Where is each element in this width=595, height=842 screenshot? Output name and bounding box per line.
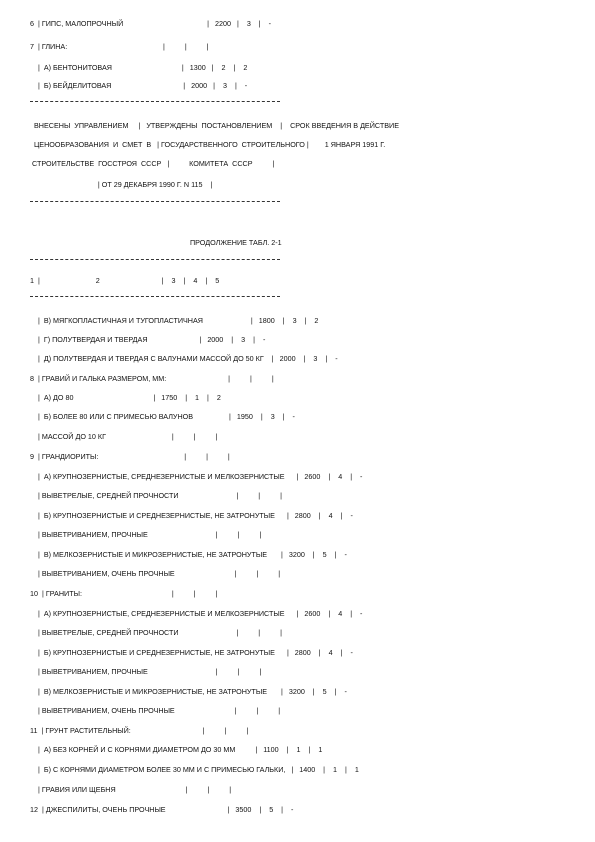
table-row: 6 | ГИПС, МАЛОПРОЧНЫЙ | 2200 | 3 | - (30, 19, 272, 28)
approval-line: | ОТ 29 ДЕКАБРЯ 1990 Г. N 115 | (30, 180, 213, 189)
table-row: | А) ДО 80 | 1750 | 1 | 2 (30, 393, 221, 402)
table-row: | Д) ПОЛУТВЕРДАЯ И ТВЕРДАЯ С ВАЛУНАМИ МАССОЙ ДО 50 КГ | 2000 | 3 | - (30, 354, 338, 363)
dashed-rule (30, 101, 280, 102)
table-row: 9 | ГРАНДИОРИТЫ: | | | (30, 452, 230, 461)
dashed-rule (30, 201, 280, 202)
table-row: 8 | ГРАВИЙ И ГАЛЬКА РАЗМЕРОМ, ММ: | | | (30, 374, 274, 383)
table-row: 10 | ГРАНИТЫ: | | | (30, 589, 218, 598)
approval-line: ЦЕНООБРАЗОВАНИЯ И СМЕТ В | ГОСУДАРСТВЕННОГО СТРОИТЕЛЬНОГО | 1 ЯНВАРЯ 1991 Г. (30, 140, 386, 149)
table-row: | МАССОЙ ДО 10 КГ | | | (30, 432, 218, 441)
approval-line: СТРОИТЕЛЬСТВЕ ГОССТРОЯ СССР | КОМИТЕТА СССР | (30, 159, 275, 168)
dashed-rule (30, 259, 280, 260)
table-row: | ВЫВЕТРИВАНИЕМ, ПРОЧНЫЕ | | | (30, 530, 262, 539)
table-row: | В) МЕЛКОЗЕРНИСТЫЕ И МИКРОЗЕРНИСТЫЕ, НЕ ЗАТРОНУТЫЕ | 3200 | 5 | - (30, 550, 347, 559)
table-row: | ГРАВИЯ ИЛИ ЩЕБНЯ | | | (30, 785, 232, 794)
table-row: | ВЫВЕТРИВАНИЕМ, ПРОЧНЫЕ | | | (30, 667, 262, 676)
table-row: | Г) ПОЛУТВЕРДАЯ И ТВЕРДАЯ | 2000 | 3 | - (30, 335, 266, 344)
table-row: | ВЫВЕТРИВАНИЕМ, ОЧЕНЬ ПРОЧНЫЕ | | | (30, 569, 281, 578)
table-row: | В) МЯГКОПЛАСТИЧНАЯ И ТУГОПЛАСТИЧНАЯ | 1800 | 3 | 2 (30, 316, 319, 325)
table-row: | А) КРУПНОЗЕРНИСТЫЕ, СРЕДНЕЗЕРНИСТЫЕ И МЕЛКОЗЕРНИСТЫЕ | 2600 | 4 | - (30, 472, 363, 481)
table-row: | А) БЕЗ КОРНЕЙ И С КОРНЯМИ ДИАМЕТРОМ ДО 30 ММ | 1100 | 1 | 1 (30, 745, 323, 754)
table-row: | ВЫВЕТРЕЛЫЕ, СРЕДНЕЙ ПРОЧНОСТИ | | | (30, 628, 283, 637)
table-row: | А) БЕНТОНИТОВАЯ | 1300 | 2 | 2 (30, 63, 248, 72)
table-row: | Б) С КОРНЯМИ ДИАМЕТРОМ БОЛЕЕ 30 ММ И С ПРИМЕСЬЮ ГАЛЬКИ, | 1400 | 1 | 1 (30, 765, 359, 774)
dashed-rule (30, 296, 280, 297)
table-row: | Б) БОЛЕЕ 80 ИЛИ С ПРИМЕСЬЮ ВАЛУНОВ | 1950 | 3 | - (30, 412, 295, 421)
table-row: 7 | ГЛИНА: | | | (30, 42, 209, 51)
table-row: | Б) КРУПНОЗЕРНИСТЫЕ И СРЕДНЕЗЕРНИСТЫЕ, НЕ ЗАТРОНУТЫЕ | 2800 | 4 | - (30, 648, 353, 657)
table-row: 12 | ДЖЕСПИЛИТЫ, ОЧЕНЬ ПРОЧНЫЕ | 3500 | 5 | - (30, 805, 294, 814)
table-row: | ВЫВЕТРИВАНИЕМ, ОЧЕНЬ ПРОЧНЫЕ | | | (30, 706, 281, 715)
table-row: | Б) КРУПНОЗЕРНИСТЫЕ И СРЕДНЕЗЕРНИСТЫЕ, НЕ ЗАТРОНУТЫЕ | 2800 | 4 | - (30, 511, 353, 520)
table-row: 11 | ГРУНТ РАСТИТЕЛЬНЫЙ: | | | (30, 726, 249, 735)
section-title: ПРОДОЛЖЕНИЕ ТАБЛ. 2-1 (190, 238, 282, 247)
table-row: | Б) БЕЙДЕЛИТОВАЯ | 2000 | 3 | - (30, 81, 248, 90)
table-row: | А) КРУПНОЗЕРНИСТЫЕ, СРЕДНЕЗЕРНИСТЫЕ И МЕЛКОЗЕРНИСТЫЕ | 2600 | 4 | - (30, 609, 363, 618)
table-row: | ВЫВЕТРЕЛЫЕ, СРЕДНЕЙ ПРОЧНОСТИ | | | (30, 491, 283, 500)
table-header-row: 1 | 2 | 3 | 4 | 5 (30, 276, 220, 285)
table-row: | В) МЕЛКОЗЕРНИСТЫЕ И МИКРОЗЕРНИСТЫЕ, НЕ ЗАТРОНУТЫЕ | 3200 | 5 | - (30, 687, 347, 696)
approval-line: ВНЕСЕНЫ УПРАВЛЕНИЕМ | УТВЕРЖДЕНЫ ПОСТАНОВЛЕНИЕМ | СРОК ВВЕДЕНИЯ В ДЕЙСТВИЕ (30, 121, 399, 130)
